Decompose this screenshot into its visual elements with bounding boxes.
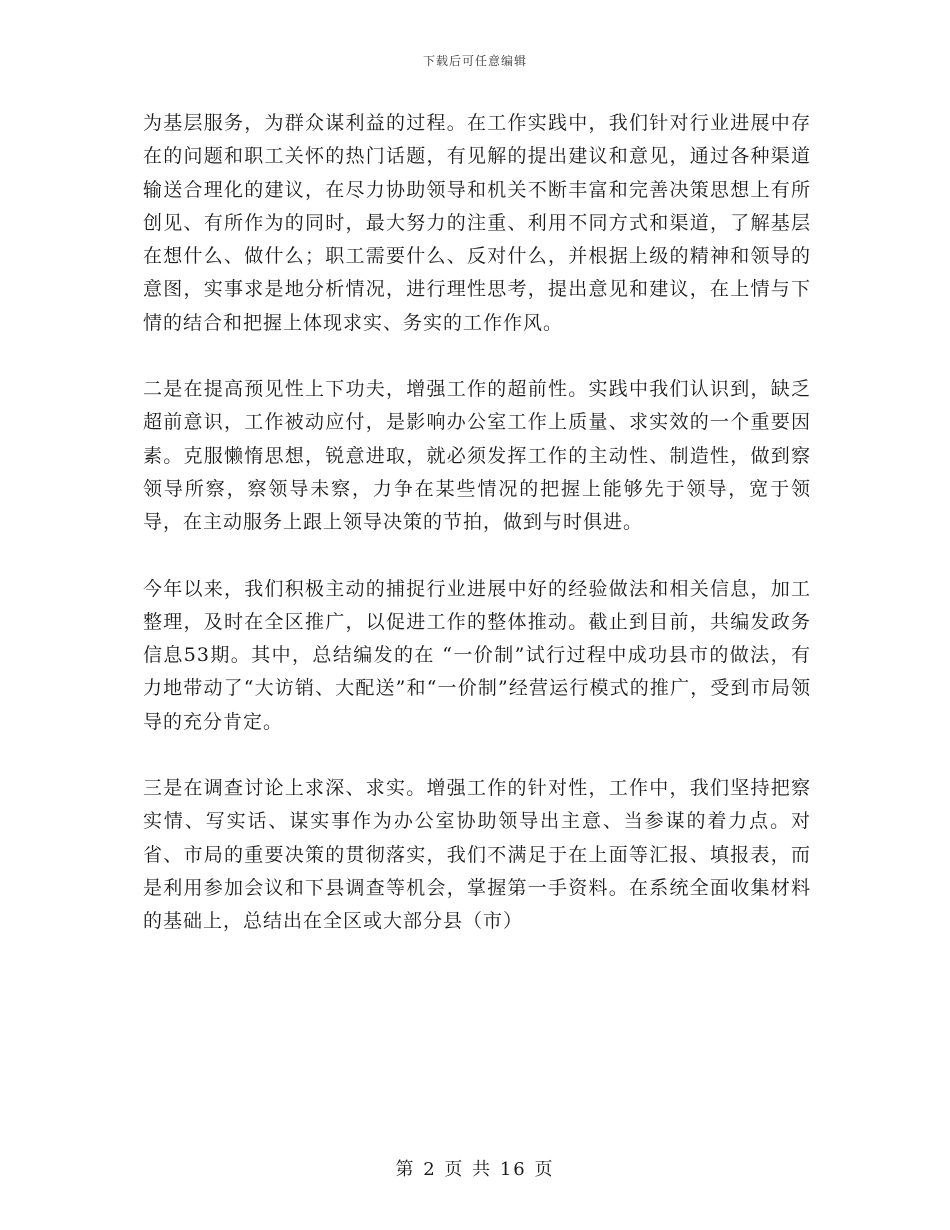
paragraph-2: 二是在提高预见性上下功夫，增强工作的超前性。实践中我们认识到，缺乏超前意识，工作被动应付，是影响办公室工作上质量、求实效的一个重要因素。克服懒惰思想，锐意进取，就必须发挥工作的主动性、制造性，做到察领导所察，察领导未察，力争在某些情况的把握上能够先于领导，宽于领导，在主动服务上跟上领导决策的节拍，做到与时俱进。 — [143, 378, 811, 534]
paragraph-1: 为基层服务，为群众谋利益的过程。在工作实践中，我们针对行业进展中存在的问题和职工关怀的热门话题，有见解的提出建议和意见，通过各种渠道输送合理化的建议，在尽力协助领导和机关不断丰富和完善决策思想上有所创见、有所作为的同时，最大努力的注重、利用不同方式和渠道，了解基层在想什么、做什么；职工需要什么、反对什么，并根据上级的精神和领导的意图，实事求是地分析情况，进行理性思考，提出意见和建议，在上情与下情的结合和把握上体现求实、务实的工作作风。 — [143, 112, 811, 334]
paragraph-4: 三是在调查讨论上求深、求实。增强工作的针对性，工作中，我们坚持把察实情、写实话、谋实事作为办公室协助领导出主意、当参谋的着力点。对省、市局的重要决策的贯彻落实，我们不满足于在上面等汇报、填报表，而是利用参加会议和下县调查等机会，掌握第一手资料。在系统全面收集材料的基础上，总结出在全区或大部分县（市） — [143, 777, 811, 933]
paragraph-3: 今年以来，我们积极主动的捕捉行业进展中好的经验做法和相关信息，加工整理，及时在全区推广，以促进工作的整体推动。截止到目前，共编发政务信息53期。其中，总结编发的在 “一价制”试行过程中成功县市的做法，有力地带动了“大访销、大配送”和“一价制”经营运行模式的推广，受到市局领导的充分肯定。 — [143, 577, 811, 733]
document-body — [143, 107, 811, 972]
page-number-footer: 第 2 页 共 16 页 — [395, 1159, 555, 1180]
page-header: 下载后可任意编辑 — [422, 54, 527, 68]
